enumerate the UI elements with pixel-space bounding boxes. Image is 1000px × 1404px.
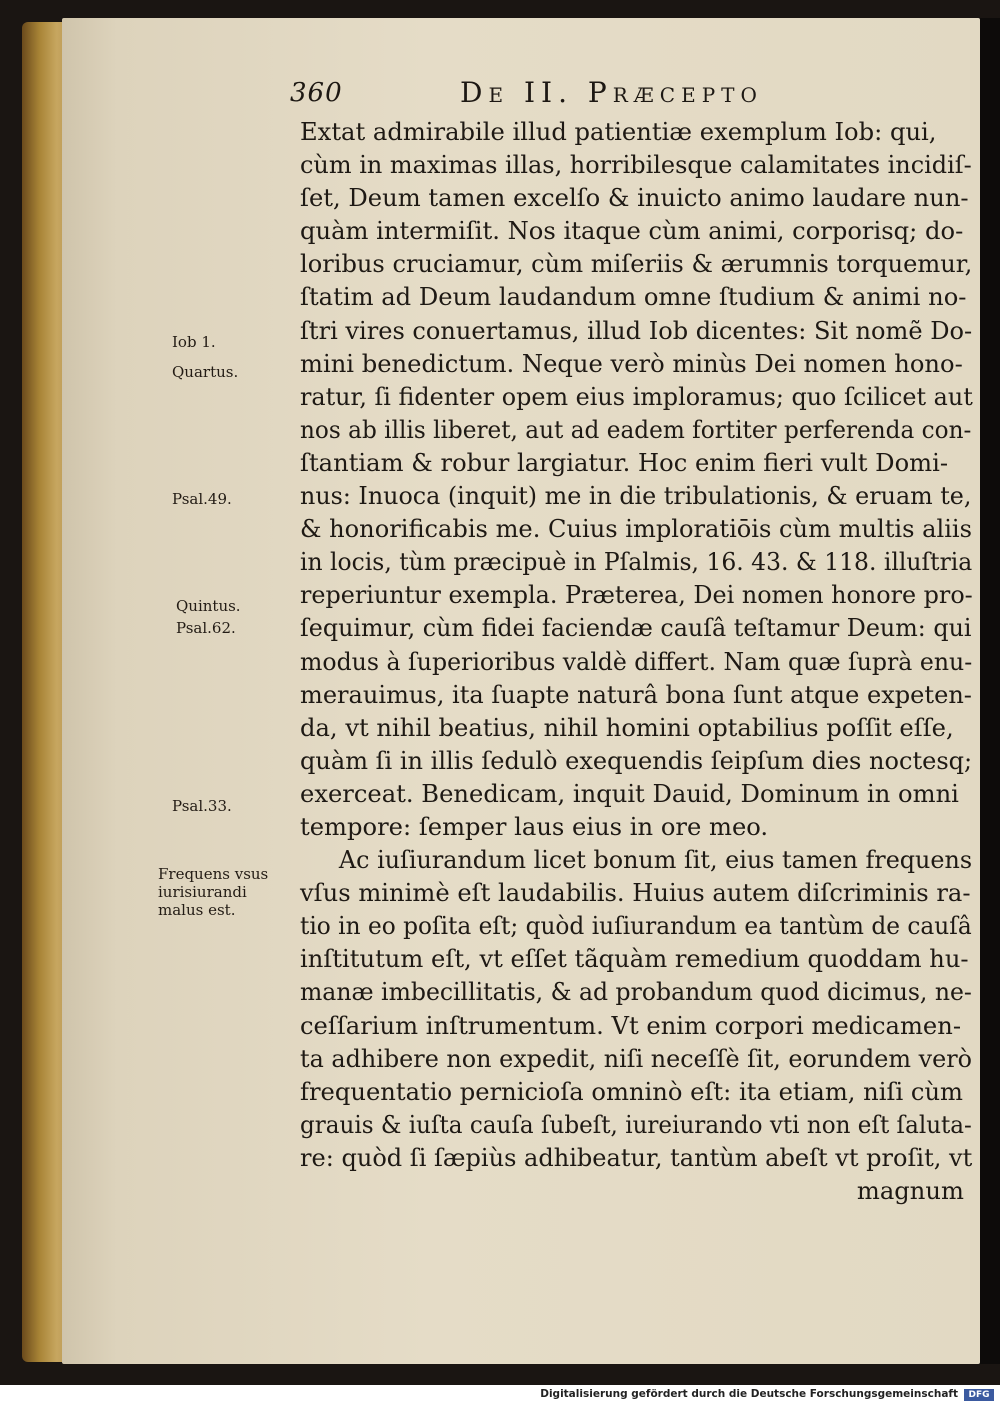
margin-note-quintus: Quintus. <box>176 597 241 615</box>
margin-note-frequens: Frequens vsus iurisiurandi malus est. <box>158 865 269 919</box>
margin-note-quartus: Quartus. <box>172 363 239 381</box>
text-line: quàm ſi in illis ſedulò exequendis ſeipſum dies noctesq; <box>300 745 973 775</box>
text-line: modus à ſuperioribus valdè differt. Nam quæ ſuprà enu- <box>300 646 973 676</box>
text-line: da, vt nihil beatius, nihil homini optabilius poſſit eſſe, <box>300 712 954 742</box>
digitization-footer <box>0 1387 1000 1404</box>
text-line: merauimus, ita ſuapte naturâ bona ſunt atque expeten- <box>300 679 972 709</box>
text-line: ſequimur, cùm fidei faciendæ cauſâ teſtamur Deum: qui <box>300 613 972 643</box>
margin-note-psal33: Psal.33. <box>172 797 232 815</box>
text-line: manæ imbecillitatis, & ad probandum quod dicimus, ne- <box>300 977 972 1007</box>
text-line: & honorificabis me. Cuius imploratiōis cùm multis aliis <box>300 514 973 544</box>
text-line: loribus cruciamur, cùm miſeriis & ærumnis torquemur, <box>300 249 973 279</box>
text-line: re: quòd ſi ſæpiùs adhibeatur, tantùm abeſt vt proſit, vt <box>300 1142 973 1172</box>
text-line-indented: Ac iuſiurandum licet bonum ſit, eius tamen frequens <box>338 845 973 875</box>
scan-right-border <box>980 18 1000 1364</box>
text-line: reperiuntur exempla. Præterea, Dei nomen honore pro- <box>300 580 973 610</box>
text-line: nos ab illis liberet, aut ad eadem fortiter perferenda con- <box>300 414 972 444</box>
running-title: De II. Præcepto <box>460 76 763 109</box>
text-line: inſtitutum eſt, vt eſſet tãquàm remedium quoddam hu- <box>300 944 969 974</box>
text-line: Extat admirabile illud patientiæ exemplum Iob: qui, <box>300 117 937 146</box>
catchword: magnum <box>856 1176 964 1205</box>
text-line: vſus minimè eſt laudabilis. Huius autem diſcriminis ra- <box>300 878 971 908</box>
text-line: cùm in maximas illas, horribilesque calamitates incidiſ- <box>300 150 972 180</box>
text-line: nus: Inuoca (inquit) me in die tribulationis, & eruam te, <box>300 481 972 511</box>
funding-credit: Digitalisierung gefördert durch die Deutsche Forschungsgemeinschaft <box>540 1388 958 1400</box>
text-line: quàm intermiſit. Nos itaque cùm animi, corporisq; do- <box>300 216 964 246</box>
text-line: mini benedictum. Neque verò minùs Dei nomen hono- <box>300 348 963 378</box>
page-header <box>290 74 990 114</box>
text-line: ceſſarium inſtrumentum. Vt enim corpori medicamen- <box>300 1010 962 1040</box>
text-line: exerceat. Benedicam, inquit Dauid, Dominum in omni <box>300 778 959 808</box>
text-line: ſtantiam & robur largiatur. Hoc enim fieri vult Domi- <box>300 447 949 477</box>
text-line: in locis, tùm præcipuè in Pſalmis, 16. 43. & 118. illuſtria <box>300 547 973 577</box>
page-number: 360 <box>290 78 343 108</box>
body-text <box>300 115 980 1207</box>
text-line: ſtri vires conuertamus, illud Iob dicentes: Sit nomẽ Do- <box>300 315 973 345</box>
margin-note-job: Iob 1. <box>172 333 216 351</box>
text-line: frequentatio pernicioſa omninò eſt: ita etiam, niſi cùm <box>300 1076 963 1106</box>
text-line: tempore: ſemper laus eius in ore meo. <box>300 811 769 841</box>
margin-note-psal49: Psal.49. <box>172 490 232 508</box>
margin-note-psal62: Psal.62. <box>176 619 236 637</box>
text-line: tio in eo poſita eſt; quòd iuſiurandum ea tantùm de cauſâ <box>300 911 972 941</box>
dfg-logo: DFG <box>964 1389 994 1401</box>
text-line: ſet, Deum tamen excelſo & inuicto animo laudare nun- <box>300 183 969 213</box>
text-line: ratur, ſi fidenter opem eius imploramus; quo ſcilicet aut <box>300 381 973 411</box>
text-line: ta adhibere non expedit, niſi neceſſè ſit, eorundem verò <box>300 1043 972 1073</box>
text-line: grauis & iuſta cauſa ſubeſt, iureiurando vti non eſt ſaluta- <box>300 1109 972 1139</box>
text-line: ſtatim ad Deum laudandum omne ſtudium & animi no- <box>300 282 967 312</box>
